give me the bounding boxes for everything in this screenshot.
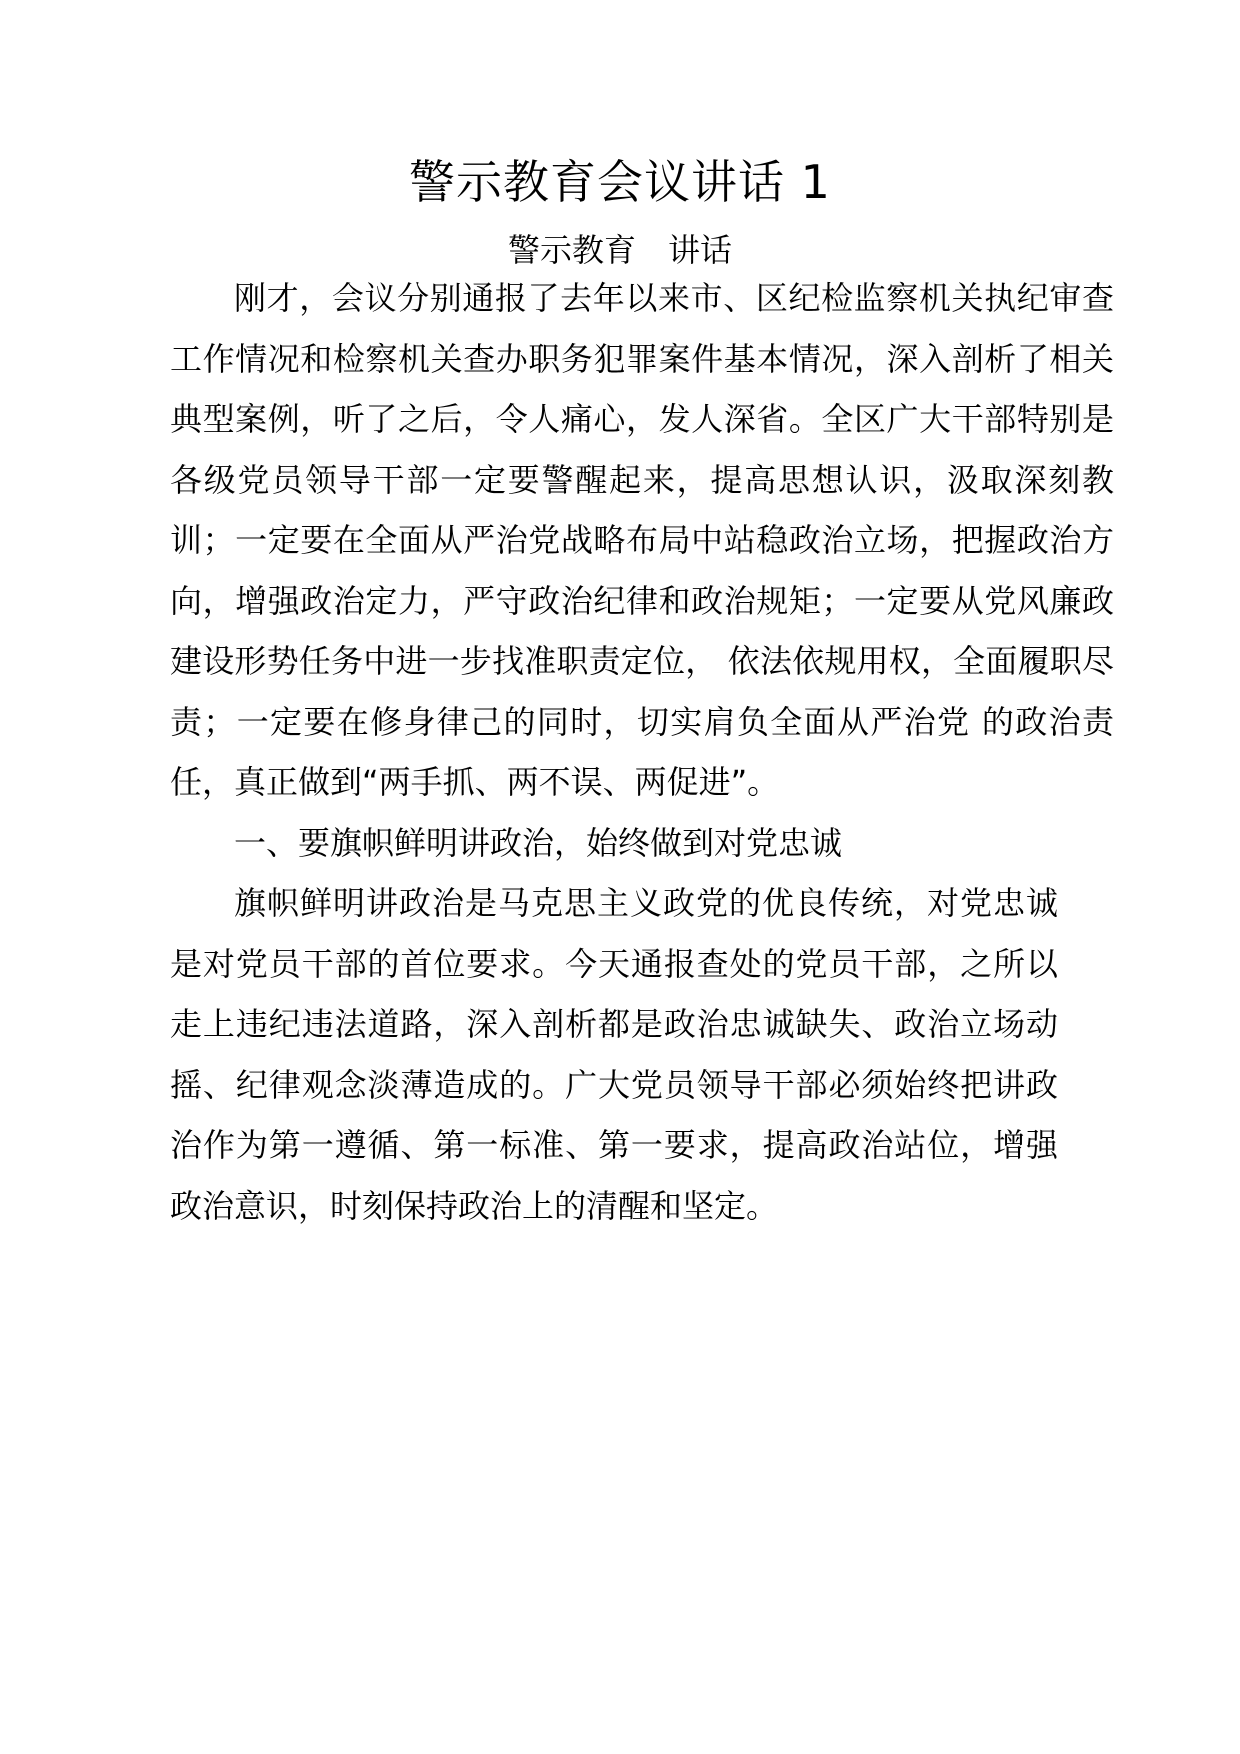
document-body [170, 268, 1114, 1236]
section-heading: 一、要旗帜鲜明讲政治，始终做到对党忠诚 [234, 823, 843, 862]
document-tags [0, 228, 1240, 272]
tag-warning-education: 警示教育 [507, 231, 636, 269]
section-paragraph: 旗帜鲜明讲政治是马克思主义政党的优良传统，对党忠诚是对党员干部的首位要求。今天通报查处的党员干部，之所以走上违纪违法道路，深入剖析都是政治忠诚缺失、政治立场动摇、纪律观念淡薄造成的。广大党员领导干部必须始终把讲政治作为第一遵循、第一标准、第一要求，提高政治站位，增强政治意识，时刻保持政治上的清醒和坚定。 [170, 884, 1058, 1225]
document-title: 警示教育会议讲话 1 [409, 155, 831, 209]
tag-speech: 讲话 [668, 231, 733, 269]
intro-paragraph: 刚才，会议分别通报了去年以来市、区纪检监察机关执纪审查工作情况和检察机关查办职务犯罪案件基本情况，深入剖析了相关典型案例，听了之后，令人痛心，发人深省。全区广大干部特别是各级党员领导干部一定要警醒起来，提高思想认识，汲取深刻教训；一定要在全面从严治党战略布局中站稳政治立场，把握政治方向，增强政治定力，严守政治纪律和政治规矩；一定要从党风廉政建设形势任务中进一步找准职责定位， 依法依规用权，全面履职尽责；一定要在修身律己的同时，切实肩负全面从严治党 的政治责任，真正做到“两手抓、两不误、两促进”。 [170, 279, 1114, 801]
